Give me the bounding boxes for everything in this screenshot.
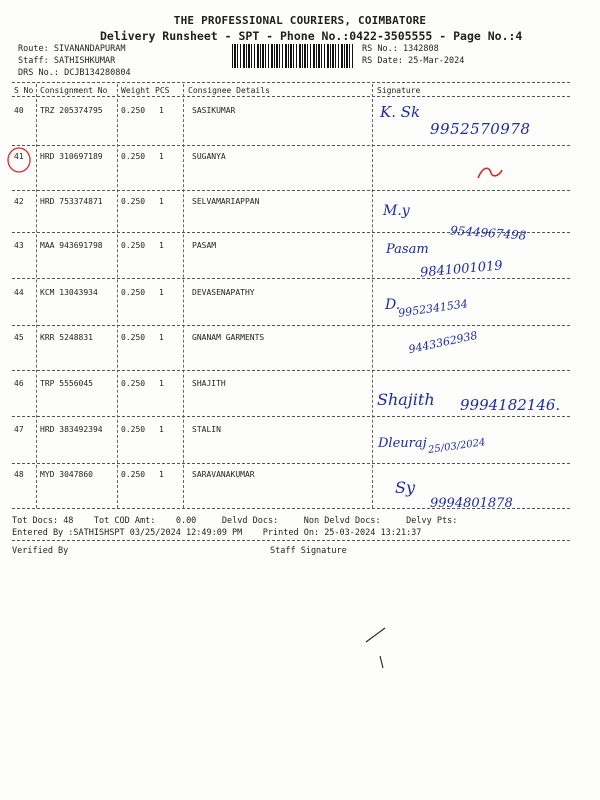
row-consignment: HRD 383492394 bbox=[40, 425, 103, 434]
delvd-docs-label: Delvd Docs: bbox=[221, 516, 279, 526]
row-pcs: 1 bbox=[159, 333, 164, 342]
row-rule bbox=[12, 190, 570, 191]
entered-by: Entered By :SATHISHSPT 03/25/2024 12:49:09 PM bbox=[12, 528, 243, 538]
tot-cod-value: 0.00 bbox=[175, 516, 197, 526]
signature-phone: 9952341534 bbox=[397, 297, 469, 320]
row-rule bbox=[12, 370, 570, 371]
col-header-consignment: Consignment No bbox=[40, 86, 108, 95]
col-header-consignee: Consignee Details bbox=[188, 86, 270, 95]
barcode bbox=[232, 44, 354, 68]
signature-phone: 9544967498 bbox=[449, 223, 527, 243]
staff-value: SATHISHKUMAR bbox=[53, 56, 116, 66]
row-sno: 42 bbox=[14, 197, 24, 206]
rs-no-line bbox=[362, 44, 439, 54]
row-weight: 0.250 bbox=[121, 470, 146, 479]
signature-name: Shajith bbox=[377, 390, 435, 409]
row-weight: 0.250 bbox=[121, 197, 146, 206]
row-pcs: 1 bbox=[159, 288, 164, 297]
signature-phone: 9994182146. bbox=[460, 396, 561, 414]
row-weight: 0.250 bbox=[121, 241, 146, 250]
row-rule bbox=[12, 416, 570, 417]
delvy-pts-label: Delvy Pts: bbox=[406, 516, 458, 526]
totals-rule bbox=[12, 540, 570, 541]
col-header-signature: Signature bbox=[377, 86, 421, 95]
row-consignee: PASAM bbox=[192, 241, 217, 250]
row-pcs: 1 bbox=[159, 425, 164, 434]
route-line bbox=[18, 44, 126, 54]
non-delvd-docs-label: Non Delvd Docs: bbox=[303, 516, 381, 526]
row-pcs: 1 bbox=[159, 106, 164, 115]
drs-value: DCJB134280804 bbox=[64, 68, 131, 78]
staff-label: Staff: bbox=[18, 56, 49, 66]
rs-date-value: 25-Mar-2024 bbox=[408, 56, 465, 66]
row-consignment: MAA 943691798 bbox=[40, 241, 103, 250]
row-weight: 0.250 bbox=[121, 379, 146, 388]
drs-label: DRS No.: bbox=[18, 68, 59, 78]
signature-name: Sy bbox=[395, 478, 415, 497]
col-header-weight: Weight bbox=[121, 86, 150, 95]
rs-date-line bbox=[362, 56, 464, 66]
row-rule bbox=[12, 145, 570, 146]
red-squiggle-mark bbox=[475, 164, 505, 182]
column-divider bbox=[183, 84, 184, 508]
row-pcs: 1 bbox=[159, 379, 164, 388]
table-top-rule bbox=[12, 82, 570, 83]
rs-no-label: RS No.: bbox=[362, 44, 398, 54]
row-weight: 0.250 bbox=[121, 106, 146, 115]
row-pcs: 1 bbox=[159, 152, 164, 161]
totals-line bbox=[12, 516, 457, 526]
tot-docs-label: Tot Docs: bbox=[12, 516, 59, 526]
row-consignment: HRD 310697189 bbox=[40, 152, 103, 161]
col-header-sno: S No bbox=[14, 86, 34, 95]
tot-cod-label: Tot COD Amt: bbox=[93, 516, 156, 526]
row-sno: 46 bbox=[14, 379, 24, 388]
row-consignment: KCM 13043934 bbox=[40, 288, 98, 297]
runsheet-title: Delivery Runsheet - SPT - Phone No.:0422-3505555 - Page No.:4 bbox=[100, 29, 523, 43]
row-consignee: DEVASENAPATHY bbox=[192, 288, 255, 297]
route-value: SIVANANDAPURAM bbox=[53, 44, 126, 54]
company-title: THE PROFESSIONAL COURIERS, COIMBATORE bbox=[173, 14, 427, 27]
rs-no-value: 1342808 bbox=[402, 44, 439, 54]
column-divider bbox=[117, 84, 118, 508]
row-sno: 47 bbox=[14, 425, 24, 434]
row-consignee: SASIKUMAR bbox=[192, 106, 236, 115]
row-sno: 40 bbox=[14, 106, 24, 115]
row-weight: 0.250 bbox=[121, 333, 146, 342]
row-sno: 48 bbox=[14, 470, 24, 479]
row-sno: 43 bbox=[14, 241, 24, 250]
row-consignment: TRP 5556045 bbox=[40, 379, 93, 388]
row-consignee: STALIN bbox=[192, 425, 221, 434]
row-weight: 0.250 bbox=[121, 152, 146, 161]
row-rule bbox=[12, 463, 570, 464]
column-divider bbox=[372, 84, 373, 508]
signature-phone: 9841001019 bbox=[419, 258, 504, 281]
pen-stroke-mark bbox=[360, 622, 400, 672]
red-circle-mark bbox=[4, 144, 34, 176]
staff-line bbox=[18, 56, 115, 66]
row-rule bbox=[12, 325, 570, 326]
row-consignee: SARAVANAKUMAR bbox=[192, 470, 255, 479]
signature-phone: 9443362938 bbox=[407, 328, 479, 357]
column-divider bbox=[36, 84, 37, 508]
row-weight: 0.250 bbox=[121, 288, 146, 297]
col-header-pcs: PCS bbox=[155, 86, 170, 95]
signature-name: M.y bbox=[383, 203, 410, 219]
row-weight: 0.250 bbox=[121, 425, 146, 434]
row-consignment: HRD 753374871 bbox=[40, 197, 103, 206]
row-pcs: 1 bbox=[159, 197, 164, 206]
row-consignee: SELVAMARIAPPAN bbox=[192, 197, 260, 206]
route-label: Route: bbox=[18, 44, 49, 54]
signature-phone: 9952570978 bbox=[430, 120, 531, 138]
staff-signature-label: Staff Signature bbox=[270, 546, 347, 556]
signature-name: Pasam bbox=[386, 242, 429, 257]
signature-name: K. Sk bbox=[380, 103, 421, 121]
row-consignment: MYD 3047860 bbox=[40, 470, 93, 479]
verified-by-label: Verified By bbox=[12, 546, 69, 556]
drs-line bbox=[18, 68, 131, 78]
table-header-rule bbox=[12, 96, 570, 97]
row-consignee: SUGANYA bbox=[192, 152, 226, 161]
signature-name: Dleuraj bbox=[378, 436, 427, 451]
row-consignment: TRZ 205374795 bbox=[40, 106, 103, 115]
row-pcs: 1 bbox=[159, 241, 164, 250]
row-sno: 44 bbox=[14, 288, 24, 297]
tot-docs-value: 48 bbox=[63, 516, 74, 526]
row-sno: 45 bbox=[14, 333, 24, 342]
row-rule bbox=[12, 278, 570, 279]
row-consignee: GNANAM GARMENTS bbox=[192, 333, 265, 342]
row-sno: 41 bbox=[14, 152, 24, 161]
rs-date-label: RS Date: bbox=[362, 56, 403, 66]
row-pcs: 1 bbox=[159, 470, 164, 479]
signature-phone: 25/03/2024 bbox=[427, 437, 487, 456]
row-consignee: SHAJITH bbox=[192, 379, 226, 388]
printed-on: Printed On: 25-03-2024 13:21:37 bbox=[262, 528, 422, 538]
signature-name: D. bbox=[385, 297, 401, 313]
entered-by-line bbox=[12, 528, 421, 538]
signature-phone: 9994801878 bbox=[430, 496, 513, 511]
row-consignment: KRR 5248831 bbox=[40, 333, 93, 342]
